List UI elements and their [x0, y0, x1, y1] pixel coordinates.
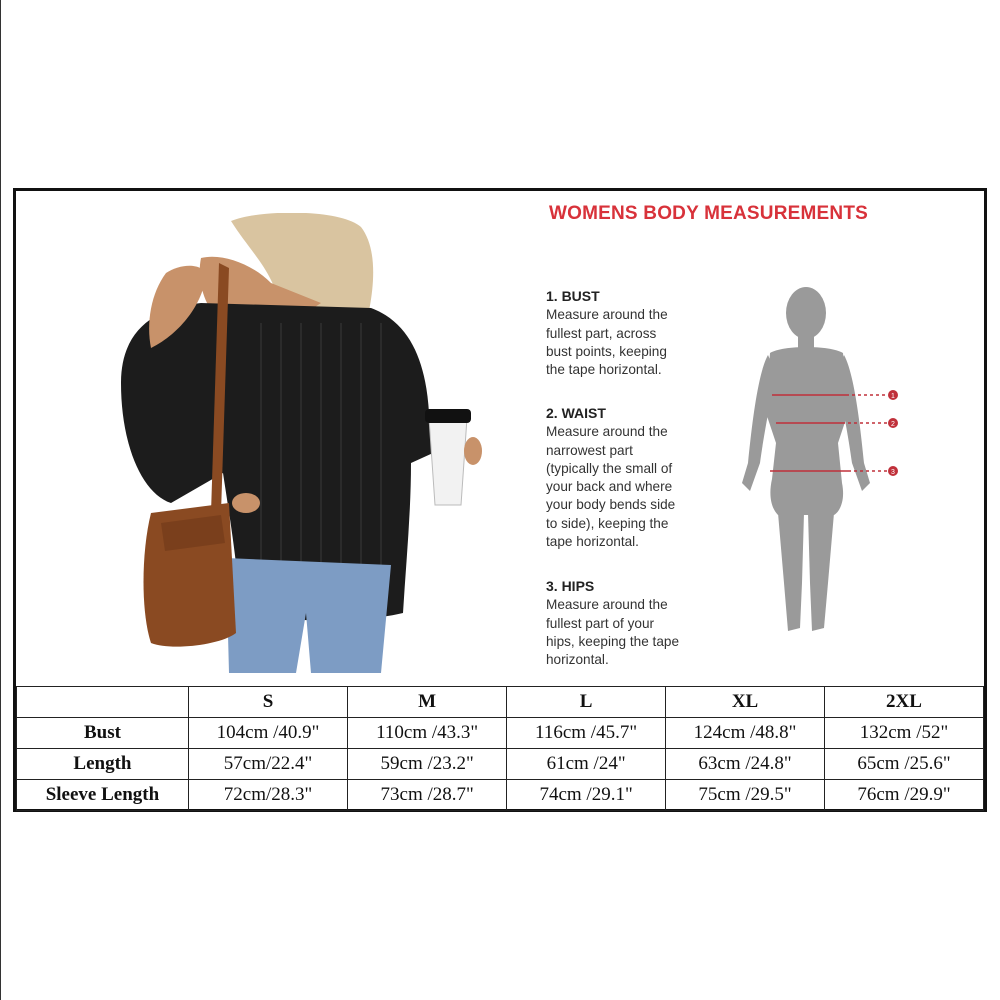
measure-marker-2 — [888, 418, 898, 428]
table-cell: 132cm /52" — [825, 718, 984, 749]
table-cell: 63cm /24.8" — [666, 749, 825, 780]
table-cell: 57cm/22.4" — [188, 749, 347, 780]
table-row — [17, 749, 984, 780]
table-cell: 110cm /43.3" — [348, 718, 507, 749]
table-cell: 124cm /48.8" — [666, 718, 825, 749]
table-cell: 73cm /28.7" — [348, 780, 507, 811]
table-cell: 74cm /29.1" — [507, 780, 666, 811]
instruction-text: Measure around the fullest part of your hips, keeping the tape horizontal. — [546, 597, 680, 668]
table-header-row — [17, 687, 984, 718]
table-header-cell — [17, 687, 189, 718]
model-photo — [111, 213, 511, 673]
table-header-cell: XL — [666, 687, 825, 718]
size-table — [16, 686, 984, 811]
row-label: Length — [17, 749, 189, 780]
table-cell: 61cm /24" — [507, 749, 666, 780]
instruction-hips — [546, 577, 746, 669]
chart-title: WOMENS BODY MEASUREMENTS — [549, 203, 869, 224]
table-header-cell: L — [507, 687, 666, 718]
size-chart-card — [13, 188, 987, 812]
jeans — [226, 558, 391, 673]
table-cell: 72cm/28.3" — [188, 780, 347, 811]
table-row — [17, 780, 984, 811]
table-row — [17, 718, 984, 749]
marker-label: 2 — [891, 421, 895, 428]
table-cell: 76cm /29.9" — [825, 780, 984, 811]
instruction-bust — [546, 287, 746, 379]
instruction-heading: 2. WAIST — [546, 405, 606, 421]
table-cell: 75cm /29.5" — [666, 780, 825, 811]
table-header-cell: 2XL — [825, 687, 984, 718]
row-label: Bust — [17, 718, 189, 749]
instruction-text: Measure around the narrowest part (typically the small of your back and where your body bends side to side), keeping the tape horizontal. — [546, 424, 676, 550]
marker-label: 3 — [891, 469, 895, 476]
measure-marker-1 — [888, 390, 898, 400]
coffee-cup — [425, 409, 482, 505]
measure-marker-3 — [888, 466, 898, 476]
instruction-text: Measure around the fullest part, across bust points, keeping the tape horizontal. — [546, 307, 668, 378]
body-figure-diagram — [738, 283, 898, 653]
table-cell: 59cm /23.2" — [348, 749, 507, 780]
instruction-heading: 3. HIPS — [546, 578, 595, 594]
instruction-heading: 1. BUST — [546, 288, 600, 304]
table-header-cell: S — [188, 687, 347, 718]
marker-label: 1 — [891, 393, 895, 400]
table-cell: 104cm /40.9" — [188, 718, 347, 749]
page-edge-line — [0, 0, 1, 1000]
table-cell: 65cm /25.6" — [825, 749, 984, 780]
row-label: Sleeve Length — [17, 780, 189, 811]
table-cell: 116cm /45.7" — [507, 718, 666, 749]
table-header-cell: M — [348, 687, 507, 718]
instruction-waist — [546, 404, 746, 551]
